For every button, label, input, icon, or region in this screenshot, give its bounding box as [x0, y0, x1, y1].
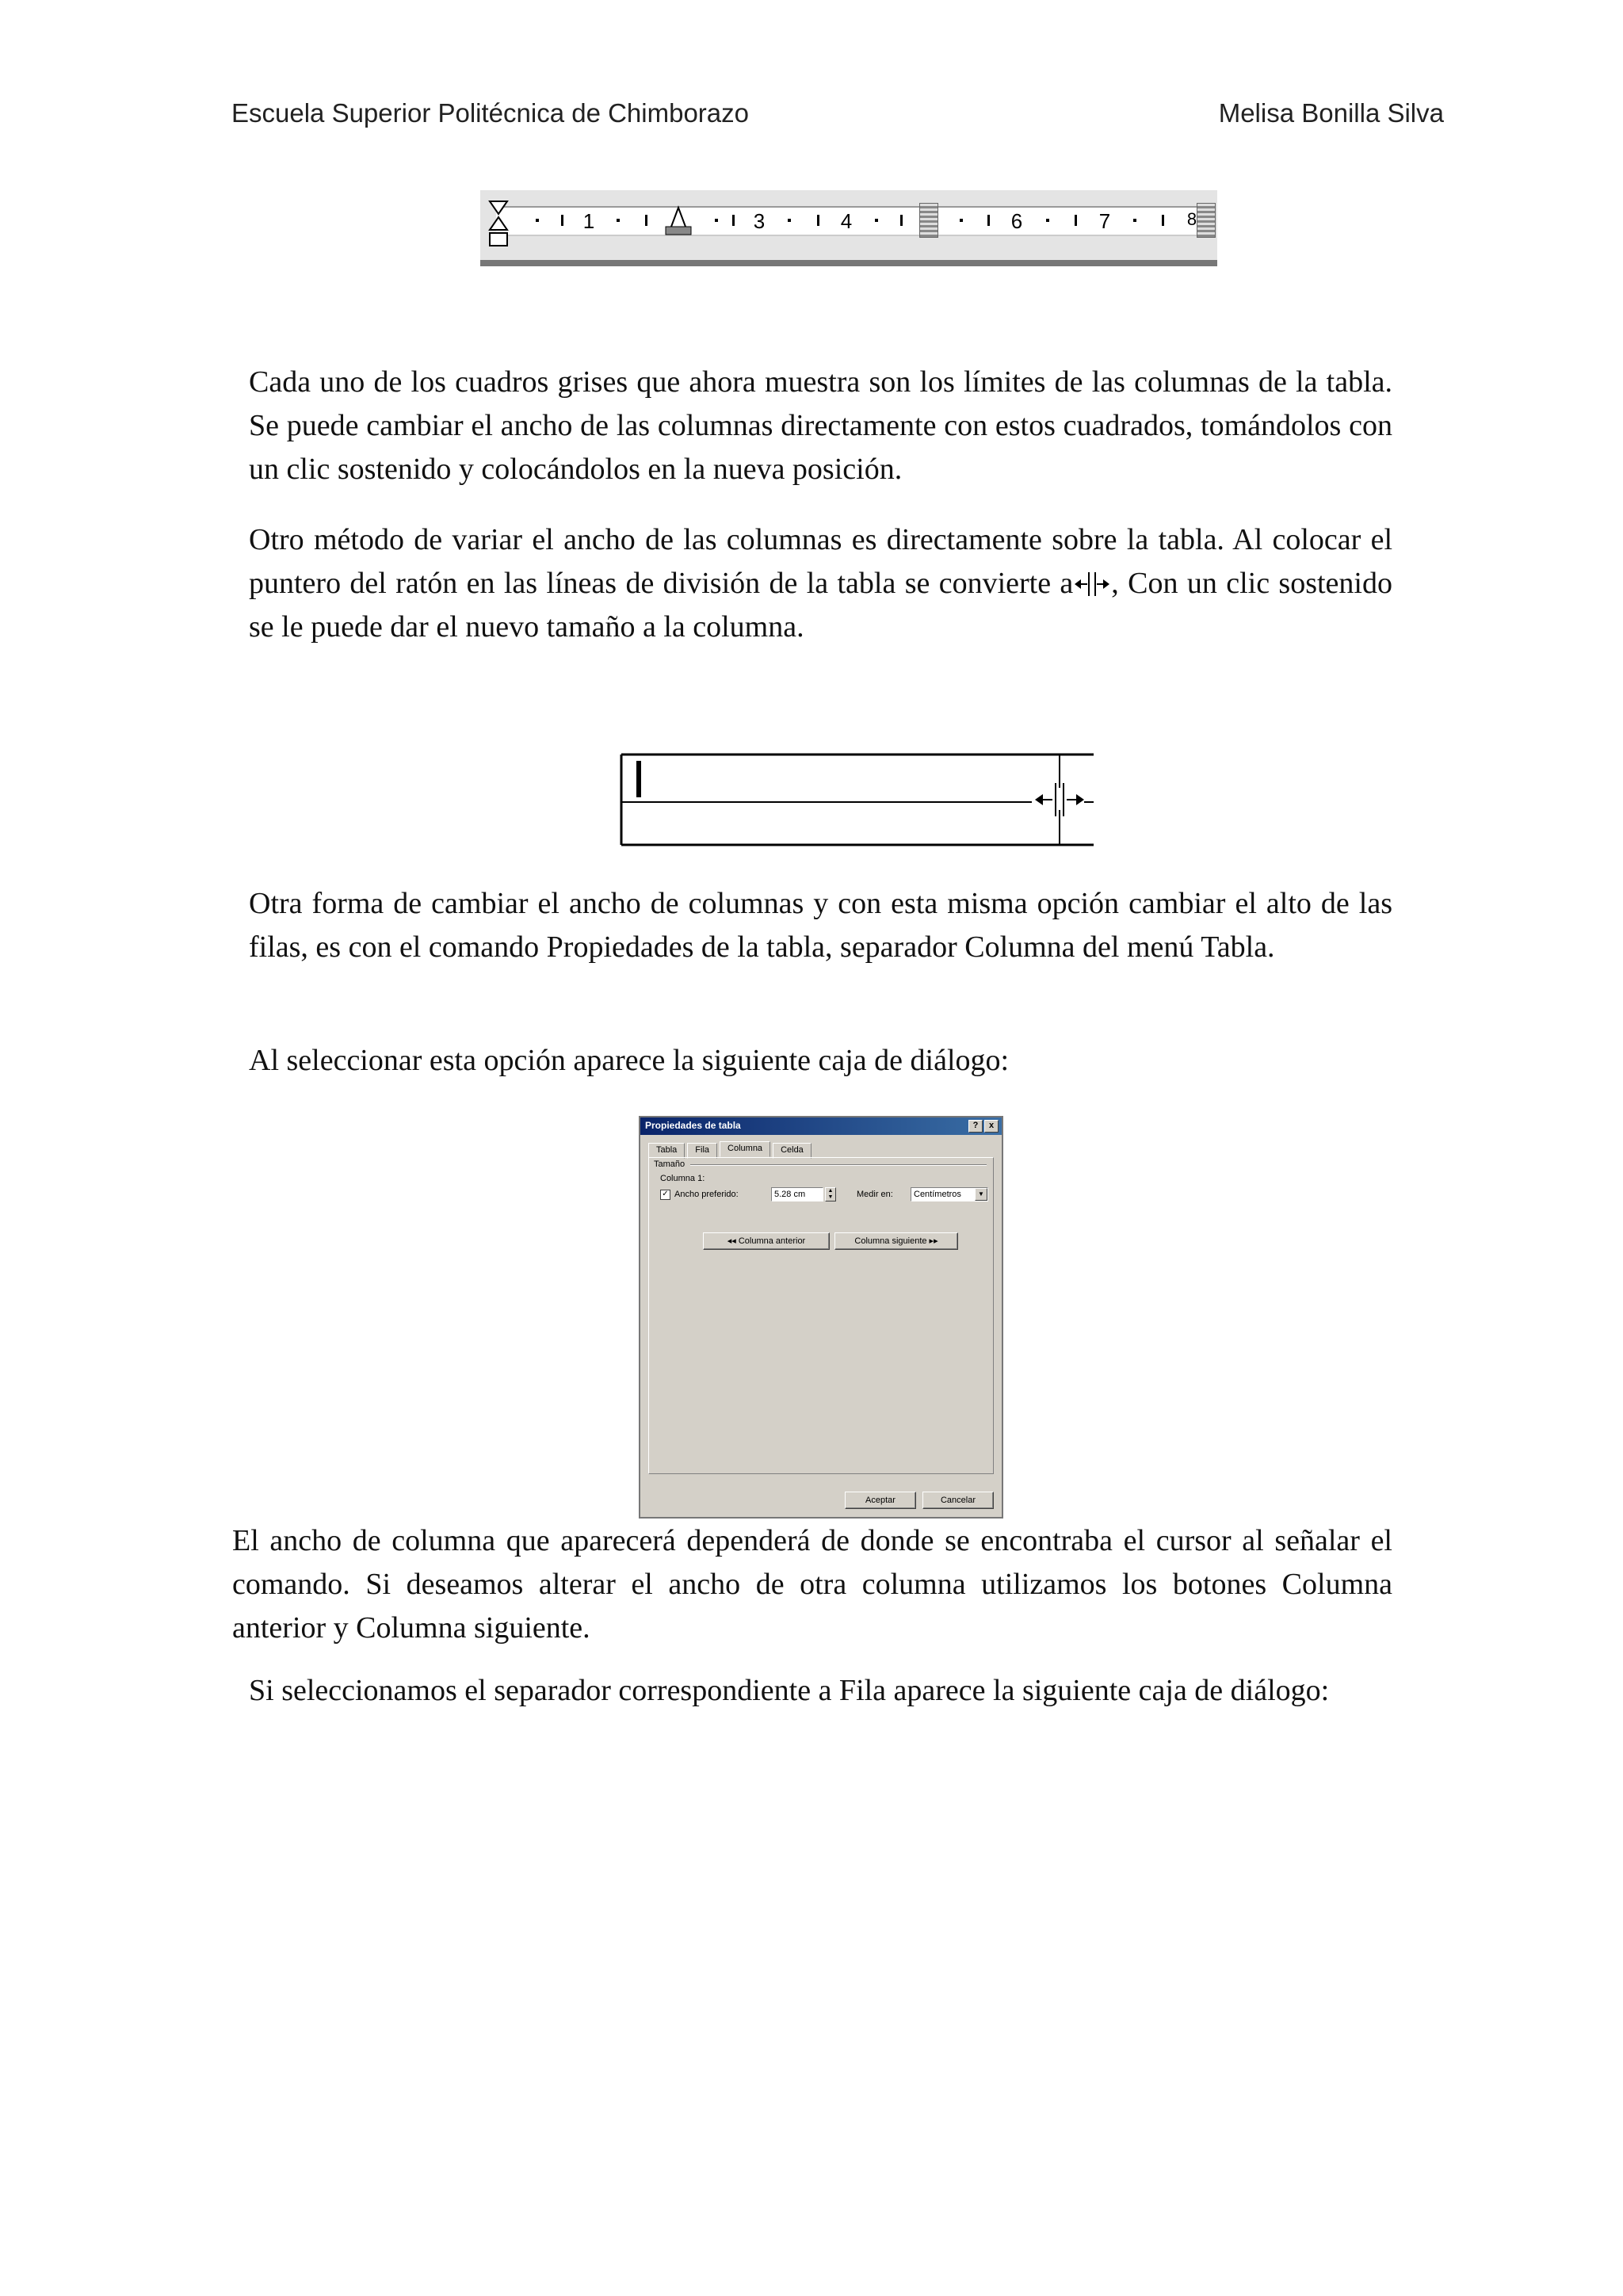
- column-boundary-grip[interactable]: [919, 203, 938, 238]
- left-indent-icon: [488, 200, 509, 249]
- table-resize-illustration: [620, 753, 1095, 846]
- close-button[interactable]: x: [984, 1120, 999, 1133]
- ruler-tick: [875, 219, 878, 222]
- column-boundary-grip[interactable]: [1197, 203, 1216, 238]
- measure-in-label: Medir en:: [857, 1190, 893, 1199]
- paragraph-row-tab: Si seleccionamos el separador correspondiente a Fila aparece la siguiente caja de diálogo:: [249, 1674, 1330, 1707]
- preferred-width-checkbox[interactable]: ✓: [660, 1190, 670, 1200]
- ruler-tick: [561, 215, 563, 226]
- width-spinner[interactable]: ▲ ▼: [825, 1187, 836, 1201]
- chevron-down-icon[interactable]: ▼: [975, 1188, 987, 1201]
- ruler-tick: [732, 215, 735, 226]
- paragraph-column-width: El ancho de columna que aparecerá dependerá de donde se encontraba el cursor al señalar el comando. Si deseamos alterar el ancho de otra columna utilizamos los botones Columna anterior y Columna siguiente.: [232, 1524, 1392, 1645]
- help-button[interactable]: ?: [968, 1120, 983, 1133]
- preferred-width-input[interactable]: 5.28 cm: [771, 1187, 823, 1201]
- ruler-number: 3: [753, 209, 766, 233]
- paragraph-table-drag: [249, 518, 1392, 649]
- ruler-tick: [1046, 219, 1049, 222]
- cancel-button[interactable]: Cancelar: [922, 1492, 994, 1509]
- tab-celda[interactable]: Celda: [773, 1143, 812, 1159]
- dialog-title: Propiedades de tabla: [645, 1120, 741, 1131]
- ruler-number: 7: [1098, 209, 1111, 233]
- ruler-tick: [1162, 215, 1164, 226]
- ruler-number: 1: [582, 209, 595, 233]
- ruler-tick: [900, 215, 903, 226]
- ruler-tick: [960, 219, 963, 222]
- size-group-label: Tamaño: [654, 1159, 685, 1169]
- ruler-tick: [788, 219, 791, 222]
- previous-column-button[interactable]: ◂◂ Columna anterior: [703, 1232, 830, 1250]
- measure-unit-select[interactable]: Centímetros: [911, 1187, 988, 1201]
- tab-tabla[interactable]: Tabla: [648, 1143, 685, 1159]
- ruler-image: [480, 190, 1217, 266]
- header-school: Escuela Superior Politécnica de Chimborazo: [231, 98, 750, 128]
- ruler-tick: [817, 215, 819, 226]
- ok-button[interactable]: Aceptar: [845, 1492, 916, 1509]
- tab-columna[interactable]: Columna: [720, 1141, 770, 1157]
- ruler-number: 8: [1186, 209, 1197, 229]
- header-author: Melisa Bonilla Silva: [1218, 98, 1444, 128]
- ruler-tick: [987, 215, 990, 226]
- ruler-number: 6: [1010, 209, 1023, 233]
- dialog-title-bar: [640, 1117, 1002, 1135]
- next-column-button[interactable]: Columna siguiente ▸▸: [834, 1232, 958, 1250]
- paragraph-column-limits: Cada uno de los cuadros grises que ahora muestra son los límites de las columnas de la tabla. Se puede cambiar el ancho de las columnas directamente con estos cuadrados, tomándolos con un clic sostenido y colocándolos en la nueva posición.: [249, 365, 1392, 486]
- ruler-tick: [715, 219, 718, 222]
- table-properties-dialog: [639, 1116, 1003, 1519]
- ruler-tick: [617, 219, 620, 222]
- tab-marker-icon: [663, 203, 694, 236]
- ruler-tick: [1075, 215, 1077, 226]
- resize-cursor-icon: [1073, 571, 1111, 598]
- paragraph-text: Otro método de variar el ancho de las columnas es directamente sobre la tabla. Al colocar el puntero del ratón en las líneas de división de la tabla se convierte a: [249, 523, 1392, 600]
- group-divider: [690, 1164, 987, 1166]
- paragraph-dialog-intro: Al seleccionar esta opción aparece la siguiente caja de diálogo:: [249, 1044, 1010, 1077]
- paragraph-table-properties: Otra forma de cambiar el ancho de columnas y con esta misma opción cambiar el alto de las filas, es con el comando Propiedades de la tabla, separador Columna del menú Tabla.: [249, 887, 1392, 964]
- ruler-tick: [536, 219, 539, 222]
- ruler-tick: [1133, 219, 1136, 222]
- tab-fila[interactable]: Fila: [687, 1143, 717, 1159]
- preferred-width-label: Ancho preferido:: [674, 1190, 739, 1199]
- column-tab-panel: [648, 1157, 994, 1474]
- column-number-label: Columna 1:: [660, 1174, 705, 1183]
- ruler-tick: [645, 215, 647, 226]
- dialog-tabs: [648, 1143, 812, 1159]
- ruler-number: 4: [840, 209, 853, 233]
- paragraph-text: , Con un clic sostenido se le puede dar el nuevo tamaño a la columna.: [249, 567, 1392, 644]
